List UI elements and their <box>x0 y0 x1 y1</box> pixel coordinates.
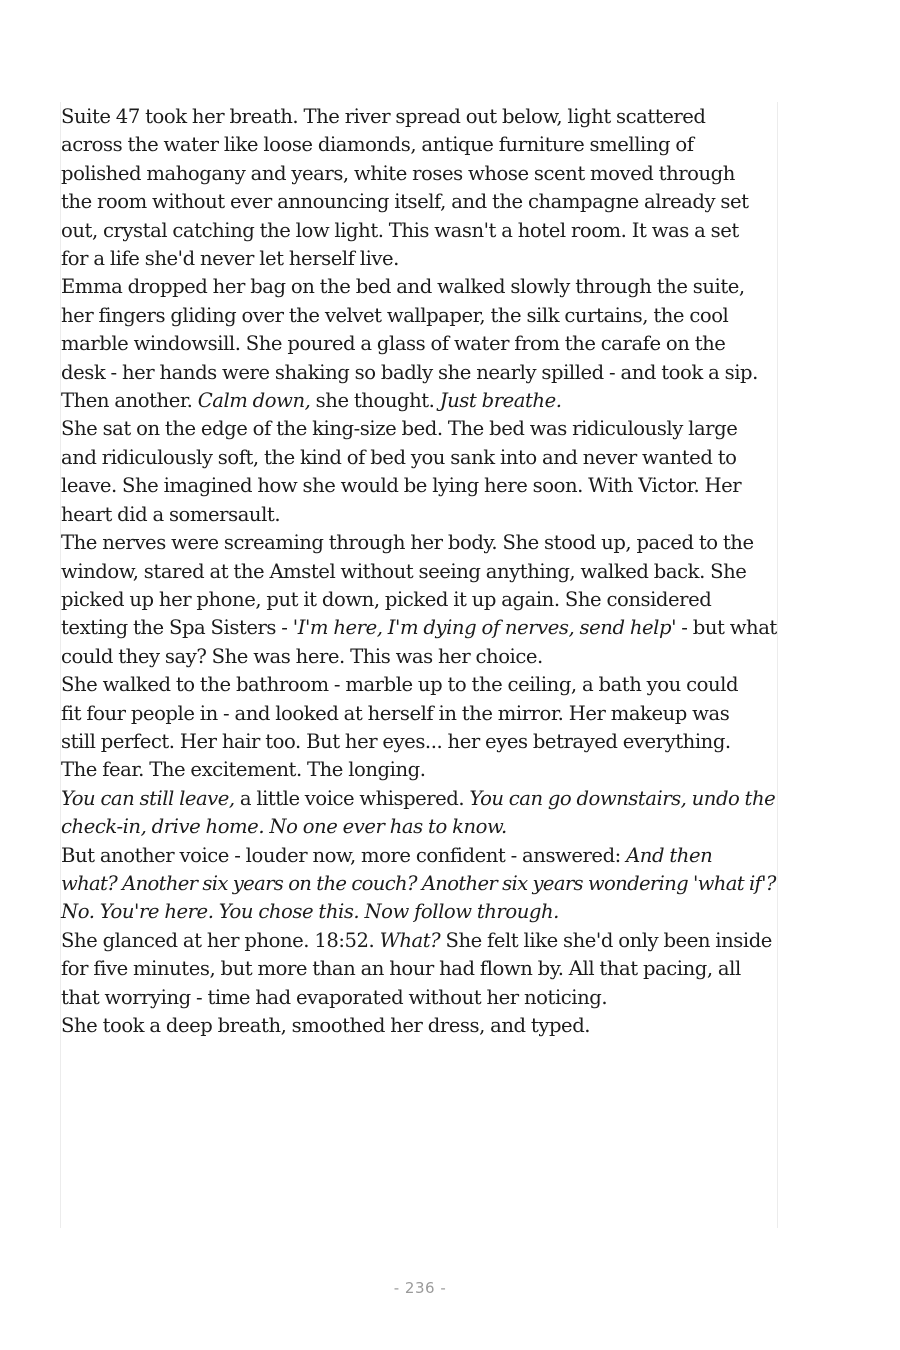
body-text: marble windowsill. She poured a glass of water from the carafe on the <box>61 332 726 356</box>
body-text: that worrying - time had evaporated without her noticing. <box>61 985 608 1009</box>
text-line <box>61 103 777 131</box>
text-line <box>61 188 777 216</box>
italic-text: You can still leave, <box>61 786 235 810</box>
body-text: a little voice whispered. <box>234 786 470 810</box>
text-line <box>61 927 777 955</box>
body-text: She took a deep breath, smoothed her dress, and typed. <box>61 1014 591 1037</box>
italic-text: Just breathe. <box>439 389 562 413</box>
body-text: window, stared at the Amstel without seeing anything, walked back. She <box>61 559 747 583</box>
body-text: texting the Spa Sisters - <box>61 616 293 640</box>
body-text: fit four people in - and looked at herself in the mirror. Her makeup was <box>61 701 730 725</box>
body-text: out, crystal catching the low light. This wasn't a hotel room. It was a set <box>61 218 739 242</box>
body-text: picked up her phone, put it down, picked it up again. She considered <box>61 587 712 611</box>
italic-text: And then <box>626 843 713 867</box>
body-text: heart did a somersault. <box>61 502 281 526</box>
body-text: She felt like she'd only been inside <box>440 928 772 952</box>
text-line <box>61 529 777 557</box>
italic-text: No. You're here. You chose this. Now follow through. <box>61 900 559 924</box>
text-line <box>61 700 777 728</box>
body-text: she thought. <box>310 389 440 413</box>
body-text: still perfect. Her hair too. But her eyes... her eyes betrayed everything. <box>61 729 731 753</box>
body-text: The fear. The excitement. The longing. <box>61 758 426 782</box>
text-line <box>61 984 777 1012</box>
text-line <box>61 1012 777 1040</box>
text-line <box>61 245 777 273</box>
body-text: the room without ever announcing itself, and the champagne already set <box>61 190 749 214</box>
text-line <box>61 359 777 387</box>
italic-text: Calm down, <box>197 389 311 413</box>
body-text: She walked to the bathroom - marble up to the ceiling, a bath you could <box>61 673 739 697</box>
body-text: polished mahogany and years, white roses whose scent moved through <box>61 161 735 185</box>
text-line <box>61 415 777 443</box>
body-text: Suite 47 took her breath. The river spread out below, light scattered <box>61 105 706 128</box>
body-text: for five minutes, but more than an hour had flown by. All that pacing, all <box>61 957 741 981</box>
body-text: Then another. <box>61 389 198 413</box>
text-line <box>61 586 777 614</box>
text-line <box>61 898 777 926</box>
text-line <box>61 273 777 301</box>
italic-text: You can go downstairs, undo the <box>469 786 776 810</box>
text-line <box>61 671 777 699</box>
text-line <box>61 643 777 671</box>
body-text: - but what <box>676 616 777 640</box>
text-line <box>61 387 777 415</box>
text-line <box>61 131 777 159</box>
body-text: She sat on the edge of the king-size bed. The bed was ridiculously large <box>61 417 738 441</box>
text-line <box>61 813 777 841</box>
body-text: But another voice - louder now, more confident - answered: <box>61 843 627 867</box>
body-text: her fingers gliding over the velvet wallpaper, the silk curtains, the cool <box>61 303 729 327</box>
text-line <box>61 160 777 188</box>
body-text: desk - her hands were shaking so badly she nearly spilled - and took a sip. <box>61 360 758 384</box>
text-column <box>61 103 777 1040</box>
text-line <box>61 842 777 870</box>
text-line <box>61 870 777 898</box>
italic-text: check-in, drive home. No one ever has to know. <box>61 815 507 839</box>
body-text: across the water like loose diamonds, antique furniture smelling of <box>61 133 694 157</box>
text-line <box>61 756 777 784</box>
text-line <box>61 728 777 756</box>
text-line <box>61 558 777 586</box>
text-line <box>61 614 777 642</box>
text-line <box>61 472 777 500</box>
body-text: The nerves were screaming through her body. She stood up, paced to the <box>61 531 754 555</box>
text-line <box>61 217 777 245</box>
italic-text: What? <box>379 928 441 952</box>
body-text: for a life she'd never let herself live. <box>61 247 399 271</box>
text-line <box>61 444 777 472</box>
body-text: and ridiculously soft, the kind of bed you sank into and never wanted to <box>61 445 737 469</box>
italic-text: 'I'm here, I'm dying of nerves, send help' <box>292 616 677 640</box>
text-line <box>61 955 777 983</box>
text-line <box>61 302 777 330</box>
body-text: could they say? She was here. This was her choice. <box>61 644 543 668</box>
italic-text: what? Another six years on the couch? Another six years wondering 'what if'? <box>61 871 776 895</box>
text-line <box>61 330 777 358</box>
body-text: leave. She imagined how she would be lying here soon. With Victor. Her <box>61 474 742 498</box>
page-number: - 236 - <box>393 1279 447 1297</box>
text-line <box>61 501 777 529</box>
body-text: She glanced at her phone. 18:52. <box>61 928 380 952</box>
body-text: Emma dropped her bag on the bed and walked slowly through the suite, <box>61 275 745 299</box>
text-line <box>61 785 777 813</box>
